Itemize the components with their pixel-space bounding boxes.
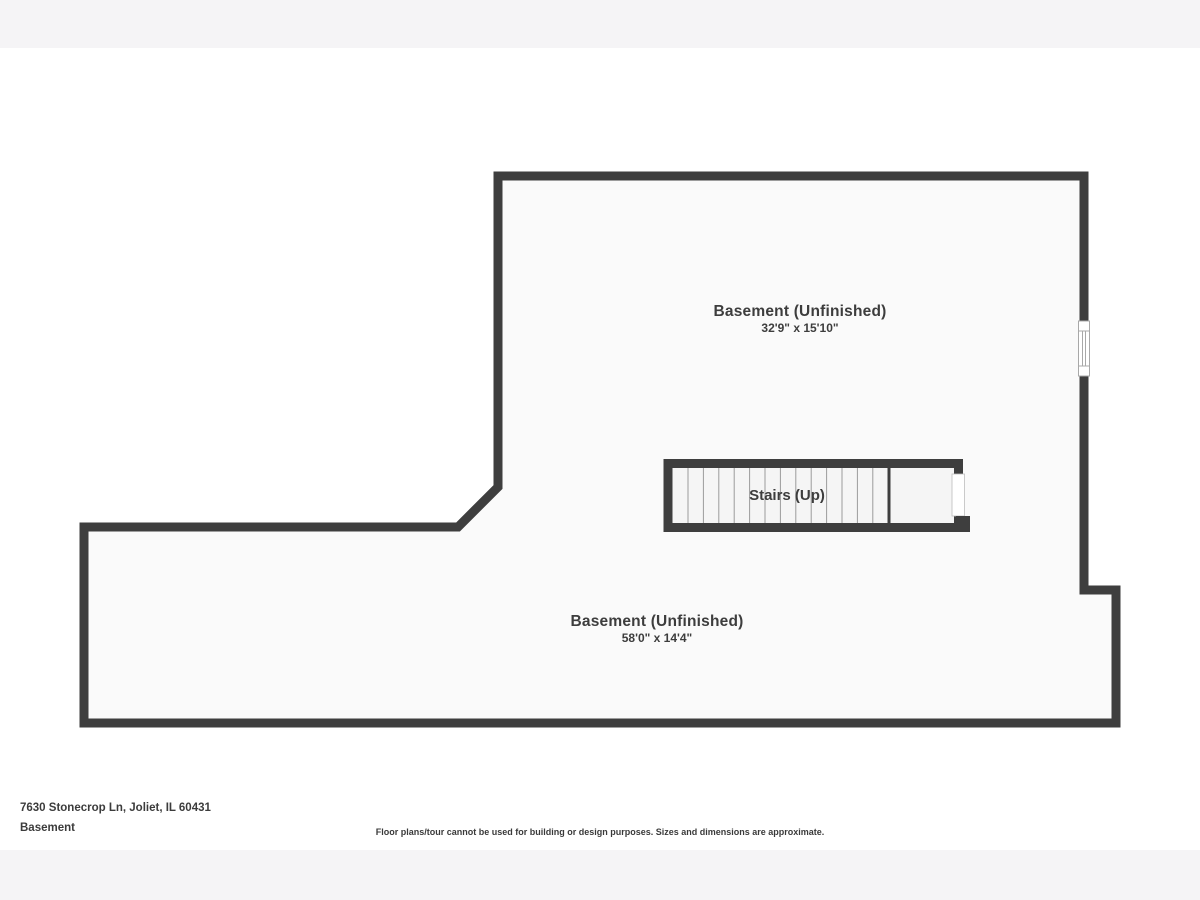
stairs-door-opening (952, 474, 965, 516)
disclaimer-text: Floor plans/tour cannot be used for building or design purposes. Sizes and dimensions are approximate. (375, 827, 825, 837)
floor-name: Basement (20, 822, 75, 834)
window-symbol (1079, 321, 1090, 376)
property-address: 7630 Stonecrop Ln, Joliet, IL 60431 (20, 802, 211, 814)
lower-room-dimensions: 58'0" x 14'4" (621, 631, 693, 645)
stairs-label: Stairs (Up) (749, 487, 825, 504)
upper-room-dimensions: 32'9" x 15'10" (761, 321, 839, 335)
upper-room-name: Basement (Unfinished) (713, 303, 887, 320)
lower-room-name: Basement (Unfinished) (570, 613, 744, 630)
basement-outline-walls (84, 176, 1116, 723)
stairs-wall-notch (956, 516, 970, 532)
